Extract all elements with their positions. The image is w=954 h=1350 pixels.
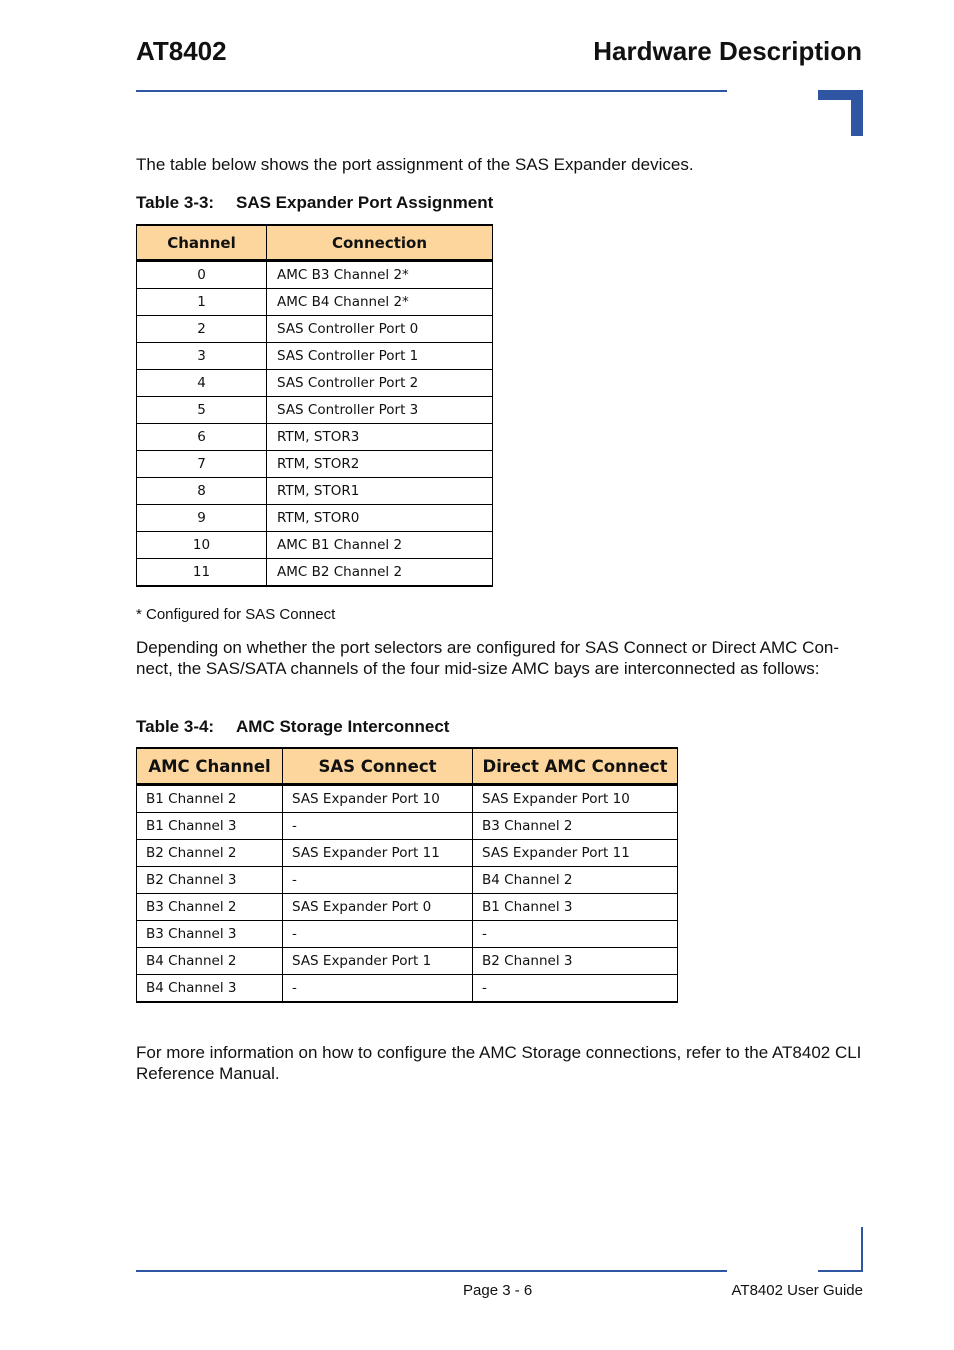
table-row: [137, 975, 678, 1003]
table-cell: 0: [137, 261, 267, 289]
table-cell: AMC B3 Channel 2*: [267, 261, 493, 289]
footer-corner-mark: [818, 1227, 863, 1272]
footer-guide-title: AT8402 User Guide: [731, 1282, 863, 1299]
table-cell: B4 Channel 3: [137, 975, 283, 1003]
table-cell: SAS Expander Port 0: [283, 894, 473, 921]
table-cell: B2 Channel 3: [137, 867, 283, 894]
table-cell: RTM, STOR2: [267, 451, 493, 478]
header-rule: [136, 90, 727, 92]
table-cell: SAS Controller Port 2: [267, 370, 493, 397]
table-cell: SAS Expander Port 11: [283, 840, 473, 867]
table-row: [137, 261, 493, 289]
table-row: [137, 921, 678, 948]
table-cell: SAS Controller Port 1: [267, 343, 493, 370]
table-cell: 7: [137, 451, 267, 478]
table-cell: RTM, STOR0: [267, 505, 493, 532]
table-cell: AMC B4 Channel 2*: [267, 289, 493, 316]
document-title: AT8402: [136, 36, 227, 66]
table-cell: SAS Controller Port 3: [267, 397, 493, 424]
table-cell: RTM, STOR1: [267, 478, 493, 505]
table-row: [137, 559, 493, 587]
table-cell: 1: [137, 289, 267, 316]
table-cell: -: [473, 921, 678, 948]
table-row: [137, 840, 678, 867]
table1-footnote: * Configured for SAS Connect: [136, 606, 336, 623]
page-number: Page 3 - 6: [463, 1282, 533, 1299]
table-cell: AMC B2 Channel 2: [267, 559, 493, 587]
intro-paragraph: The table below shows the port assignment of the SAS Expander devices.: [136, 155, 694, 174]
footer-rule: [136, 1270, 727, 1272]
table-cell: 6: [137, 424, 267, 451]
table2-header-sas-connect: SAS Connect: [283, 748, 473, 785]
table-cell: AMC B1 Channel 2: [267, 532, 493, 559]
table2-caption: [136, 717, 449, 737]
header-corner-mark: [818, 90, 863, 136]
table-cell: B1 Channel 3: [473, 894, 678, 921]
table-row: [137, 397, 493, 424]
table-cell: 4: [137, 370, 267, 397]
table-row: [137, 316, 493, 343]
table-row: [137, 370, 493, 397]
table1-caption-number: Table 3-3:: [136, 193, 215, 212]
table1-caption: [136, 193, 493, 213]
table-cell: B1 Channel 2: [137, 785, 283, 813]
table-cell: RTM, STOR3: [267, 424, 493, 451]
table-cell: -: [283, 921, 473, 948]
reference-paragraph: For more information on how to configure the AMC Storage connections, refer to the AT8402 CLI Reference Manual.: [136, 1043, 862, 1083]
table-cell: 5: [137, 397, 267, 424]
table-cell: B2 Channel 3: [473, 948, 678, 975]
table-cell: B3 Channel 2: [137, 894, 283, 921]
table-cell: B4 Channel 2: [473, 867, 678, 894]
table-row: [137, 424, 493, 451]
table1-caption-title: SAS Expander Port Assignment: [236, 193, 494, 212]
table-cell: SAS Controller Port 0: [267, 316, 493, 343]
table-row: [137, 894, 678, 921]
table-cell: B3 Channel 3: [137, 921, 283, 948]
table-cell: 3: [137, 343, 267, 370]
table-cell: SAS Expander Port 10: [283, 785, 473, 813]
table-cell: B3 Channel 2: [473, 813, 678, 840]
table-cell: -: [283, 975, 473, 1003]
table-row: [137, 785, 678, 813]
table-cell: SAS Expander Port 11: [473, 840, 678, 867]
table1-header-connection: Connection: [267, 225, 493, 261]
table2-caption-title: AMC Storage Interconnect: [236, 717, 450, 736]
table-row: [137, 289, 493, 316]
table-cell: -: [283, 867, 473, 894]
table-row: [137, 505, 493, 532]
table-cell: 11: [137, 559, 267, 587]
amc-storage-interconnect-table: [136, 747, 678, 1003]
sas-expander-port-table: [136, 224, 493, 587]
table-row: [137, 813, 678, 840]
table-cell: B1 Channel 3: [137, 813, 283, 840]
table-row: [137, 451, 493, 478]
section-title: Hardware Description: [593, 36, 862, 66]
table-cell: SAS Expander Port 10: [473, 785, 678, 813]
table-cell: 8: [137, 478, 267, 505]
table-row: [137, 532, 493, 559]
table-cell: B4 Channel 2: [137, 948, 283, 975]
table-cell: -: [283, 813, 473, 840]
interconnect-paragraph: Depending on whether the port selectors are configured for SAS Connect or Direct AMC Con-nect, the SAS/SATA channels of the four mid-size AMC bays are interconnected as follows:: [136, 638, 840, 678]
table-cell: 2: [137, 316, 267, 343]
table-row: [137, 948, 678, 975]
table-cell: 10: [137, 532, 267, 559]
table-row: [137, 867, 678, 894]
table2-header-direct-amc-connect: Direct AMC Connect: [473, 748, 678, 785]
table-cell: SAS Expander Port 1: [283, 948, 473, 975]
table-cell: -: [473, 975, 678, 1003]
table-cell: B2 Channel 2: [137, 840, 283, 867]
table2-header-amc-channel: AMC Channel: [137, 748, 283, 785]
table1-header-channel: Channel: [137, 225, 267, 261]
table2-caption-number: Table 3-4:: [136, 717, 215, 736]
table-cell: 9: [137, 505, 267, 532]
table-row: [137, 478, 493, 505]
table-row: [137, 343, 493, 370]
